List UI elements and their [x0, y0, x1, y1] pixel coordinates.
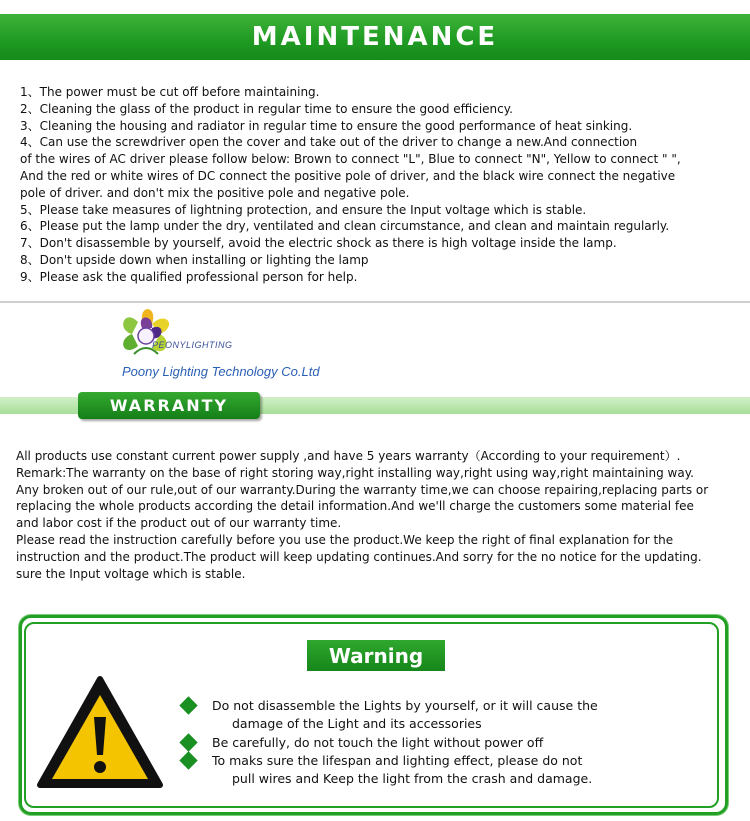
warning-item: [182, 752, 592, 787]
warranty-text: [16, 448, 740, 582]
warranty-line: Any broken out of our rule,out of our warranty.During the warranty time,we can choose repairing,replacing parts or: [16, 482, 709, 497]
diamond-bullet-icon: [179, 751, 197, 769]
maintenance-item: pole of driver. and don't mix the positive pole and negative pole.: [20, 185, 410, 200]
maintenance-item: 1、The power must be cut off before maintaining.: [20, 85, 320, 99]
maintenance-list: [20, 84, 740, 286]
warranty-line: and labor cost if the product out of our warranty time.: [16, 516, 342, 531]
warranty-line: instruction and the product.The product will keep updating continues.And sorry for the no notice for the updating.: [16, 549, 702, 564]
warning-item: [182, 734, 543, 752]
warranty-title: WARRANTY: [109, 396, 229, 415]
maintenance-title: MAINTENANCE: [251, 22, 499, 52]
maintenance-item: 2、Cleaning the glass of the product in regular time to ensure the good efficiency.: [20, 101, 513, 116]
warranty-line: replacing the whole products according the detail information.And we'll charge the customers some material fee: [16, 499, 694, 514]
maintenance-item: 8、Don't upside down when installing or lighting the lamp: [20, 252, 369, 267]
warning-item-line: To maks sure the lifespan and lighting effect, please do not: [212, 753, 583, 768]
logo-company-name: Poony Lighting Technology Co.Ltd: [122, 364, 320, 379]
warranty-line: Please read the instruction carefully before you use the product.We keep the right of final explanation for the: [16, 532, 674, 547]
warranty-line: All products use constant current power supply ,and have 5 years warranty（According to your requirement）.: [16, 449, 681, 463]
maintenance-item: of the wires of AC driver please follow below: Brown to connect "L", Blue to connect "N", Yellow to connect " ",: [20, 152, 681, 167]
warranty-line: Remark:The warranty on the base of right storing way,right installing way,right using way,right maintaining way.: [16, 465, 694, 480]
maintenance-item: 6、Please put the lamp under the dry, ventilated and clean circumstance, and clean and maintain regularly.: [20, 219, 670, 234]
maintenance-item: 3、Cleaning the housing and radiator in regular time to ensure the good performance of heat sinking.: [20, 118, 633, 133]
maintenance-item: 7、Don't disassemble by yourself, avoid the electric shock as there is high voltage inside the lamp.: [20, 236, 617, 251]
warning-item: [182, 697, 598, 732]
maintenance-item: 4、Can use the screwdriver open the cover and take out of the driver to change a new.And connection: [20, 135, 638, 150]
warning-triangle-icon: [36, 675, 164, 791]
warning-title: Warning: [328, 643, 424, 668]
maintenance-item: And the red or white wires of DC connect the positive pole of driver, and the black wire connect the negative: [20, 168, 676, 183]
warranty-heading: [78, 392, 260, 419]
warning-item-line: Do not disassemble the Lights by yourself, or it will cause the: [212, 698, 598, 713]
warning-item-line: pull wires and Keep the light from the crash and damage.: [232, 770, 593, 786]
diamond-bullet-icon: [179, 696, 197, 714]
warning-item-line: damage of the Light and its accessories: [232, 715, 482, 731]
warranty-line: sure the Input voltage which is stable.: [16, 566, 246, 581]
logo-brand-text: PEONYLIGHTING: [152, 340, 233, 350]
maintenance-banner: [0, 14, 750, 60]
warning-item-line: Be carefully, do not touch the light without power off: [212, 735, 544, 750]
maintenance-item: 5、Please take measures of lightning protection, and ensure the Input voltage which is stable.: [20, 202, 587, 217]
diamond-bullet-icon: [179, 733, 197, 751]
maintenance-item: 9、Please ask the qualified professional person for help.: [20, 269, 358, 284]
section-divider: [0, 301, 750, 303]
warning-heading: [307, 640, 445, 671]
